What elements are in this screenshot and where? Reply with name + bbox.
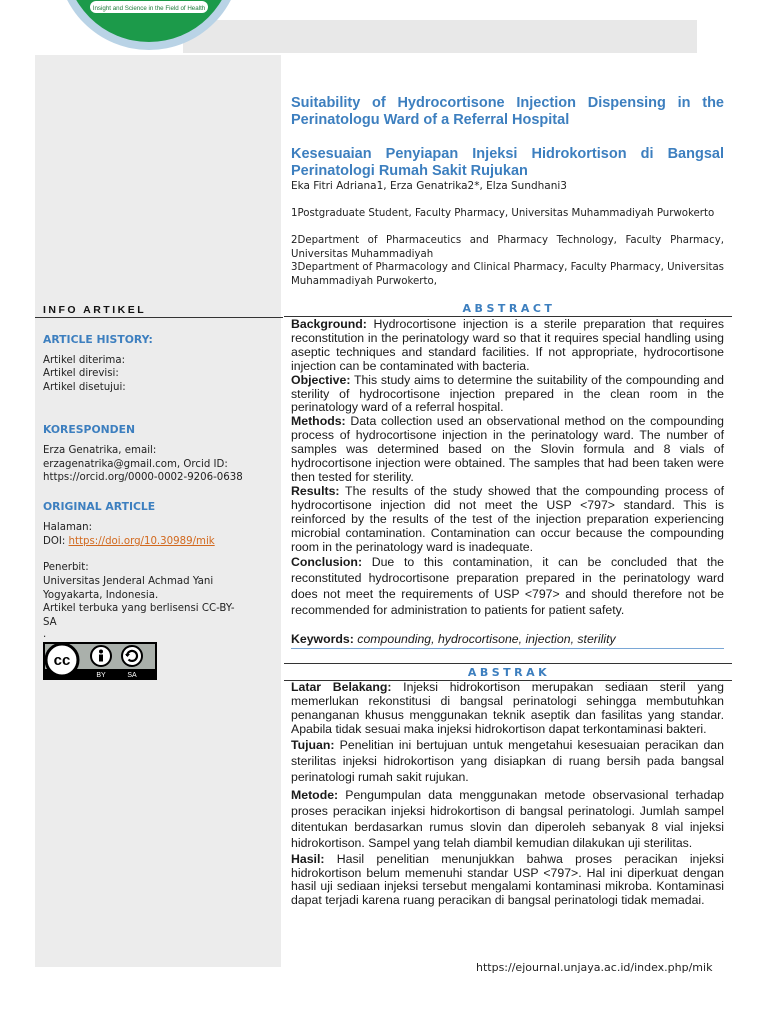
article-history-heading: ARTICLE HISTORY: [43,333,153,346]
abstract-background: Background: Hydrocortisone injection is a sterile preparation that requires reconstitution in the perinatology ward so that it requires special handling using aseptic techniques and standard facilities. If not appropriate, hydrocortisone injection can be contaminated with bacteria. [291,317,724,373]
affiliation-1: 1Postgraduate Student, Faculty Pharmacy, Universitas Muhammadiyah Purwokerto [291,208,715,219]
journal-logo [64,0,234,55]
original-article-heading: ORIGINAL ARTICLE [43,500,156,513]
keywords-text: compounding, hydrocortisone, injection, sterility [353,632,616,646]
keywords-label: Keywords: [291,632,354,646]
history-accepted: Artikel disetujui: [43,382,126,393]
abstract-methods: Methods: Data collection used an observational method on the compounding process of hydrocortisone injection in the perinatology ward. The number of samples was determined based on the Slovin formula and 8 vials of hydrocortisone injection were obtained. The samples that had been taken were then tested for sterility. [291,414,724,484]
author-list: Eka Fitri Adriana1, Erza Genatrika2*, Elza Sundhani3 [291,180,567,192]
halaman-label: Halaman: [43,522,93,533]
abstrak-tujuan: Tujuan: Penelitian ini bertujuan untuk mengetahui kesesuaian peracikan dan sterilitas injeksi hidrokortison yang disiapkan di ruang bersih pada bangsal perinatologi rumah sakit rujukan. [291,737,724,784]
abstrak-latar-belakang: Latar Belakang: Injeksi hidrokortison merupakan sediaan steril yang memerlukan rekonstitusi di bangsal perinatologi sehingga membutuhkan penanganan khusus menggunakan teknik aseptik dan fasilitas yang standar. Apabila tidak sesuai maka injeksi hidrokortison dapat terkontaminasi bakteri. [291,680,724,736]
person-icon [99,650,103,654]
koresponden-heading: KORESPONDEN [43,423,136,436]
affiliation-3: 3Department of Pharmacology and Clinical Pharmacy, Faculty Pharmacy, Universitas Muhammadiyah Purwokerto, [291,262,724,287]
doi-line [43,535,275,549]
abstrak-heading: ABSTRAK [467,666,551,679]
koresponden-name: Erza Genatrika, email: [43,445,157,456]
divider [35,317,283,318]
cc-by-sa-badge[interactable] [43,642,157,680]
penerbit-location: Yogyakarta, Indonesia. [43,590,159,601]
history-received: Artikel diterima: [43,355,126,366]
penerbit-name: Universitas Jenderal Achmad Yani [43,576,214,587]
koresponden-orcid: https://orcid.org/0000-0002-9206-0638 [43,472,243,483]
info-artikel-heading: INFO ARTIKEL [43,304,147,316]
abstrak-body [291,681,724,908]
doi-link[interactable]: https://doi.org/10.30989/mik [68,536,215,547]
article-title-indonesian: Kesesuaian Penyiapan Injeksi Hidrokortison di Bangsal Perinatologi Rumah Sakit Rujukan [291,146,724,179]
license-text-cont: SA [43,617,57,628]
doi-label: DOI: [43,536,69,547]
header-band [183,20,697,53]
license-text: Artikel terbuka yang berlisensi CC-BY- [43,603,235,614]
keywords-line [291,632,616,646]
by-label: BY [96,672,106,679]
cc-mark: cc [53,652,71,669]
abstrak-hasil: Hasil: Hasil penelitian menunjukkan bahwa proses peracikan injeksi hidrokortison belum memenuhi standar USP <797>. Hal ini diperkuat dengan hasil uji sediaan injeksi tersebut mengalami kontaminasi mikroba. Kontaminasi dapat terjadi karena ruang peracikan di bangsal perinatologi tidak memadai. [291,851,724,908]
abstrak-rule-top [284,663,732,664]
affiliation-2: 2Department of Pharmaceutics and Pharmacy Technology, Faculty Pharmacy, Universitas Muhammadiyah [291,235,724,260]
abstract-body [291,318,724,618]
penerbit-label: Penerbit: [43,562,89,573]
abstrak-metode: Metode: Pengumpulan data menggunakan metode observasional terhadap proses peracikan injeksi hidrokortison di bangsal perinatologi. Jumlah sampel ditentukan berdasarkan rumus slovin dan diperoleh sebanyak 8 vial injeksi hidrokortison. Sampel yang telah diambil kemudian dilakukan uji sterilitas. [291,787,724,850]
license-period: . [43,629,47,640]
abstract-conclusion: Conclusion: Due to this contamination, it can be concluded that the reconstituted hydrocortisone preparation prepared in the perinatology ward does not meet the requirements of USP <797> and should therefore not be recommended for administration to patients for patient safety. [291,555,724,618]
abstract-objective: Objective: This study aims to determine the suitability of the compounding and sterility of hydrocortisone injection prepared in the clean room in the perinatology ward of a referral hospital. [291,372,724,415]
keywords-rule [291,648,724,649]
history-revised: Artikel direvisi: [43,368,119,379]
abstract-results: Results: The results of the study showed that the compounding process of hydrocortisone injection did not meet the USP <797> standard. This is reinforced by the results of the test of the injection preparation experiencing microbial contamination. Contamination can occur because the compounding room in the perinatology ward is inadequate. [291,483,724,554]
koresponden-email: erzagenatrika@gmail.com, Orcid ID: [43,459,228,470]
logo-tagline: Insight and Science in the Field of Health [92,5,206,12]
journal-url[interactable]: https://ejournal.unjaya.ac.id/index.php/mik [476,961,713,974]
article-title-english: Suitability of Hydrocortisone Injection Dispensing in the Perinatologu Ward of a Referral Hospital [291,95,724,128]
abstract-heading: ABSTRACT [462,302,556,315]
sa-label: SA [127,672,137,679]
